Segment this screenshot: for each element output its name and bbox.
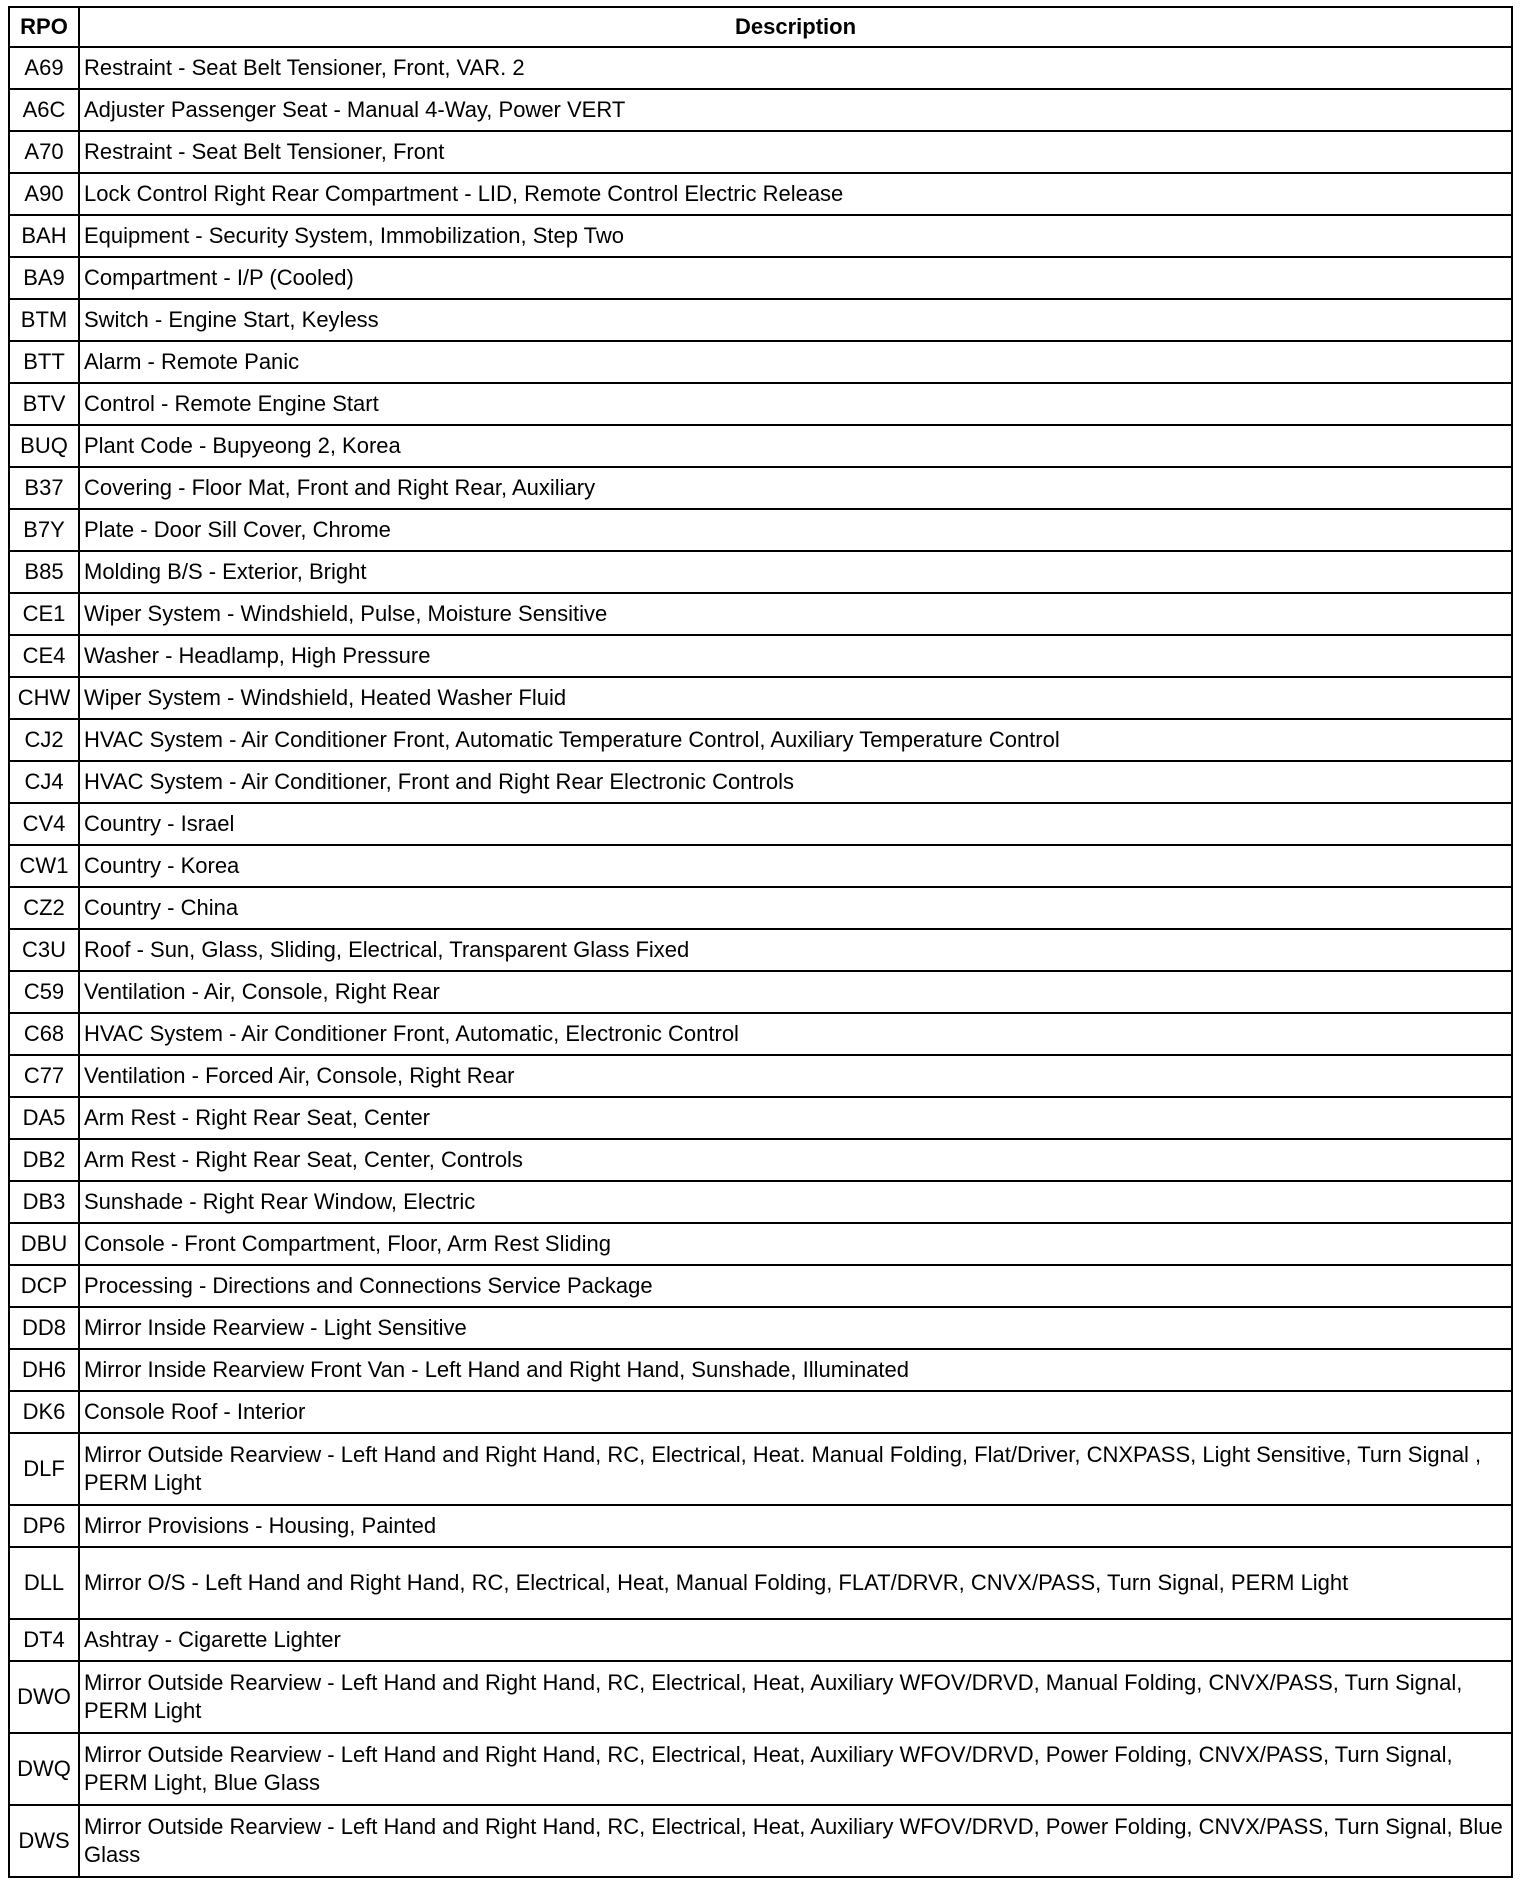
rpo-code-cell: A6C [9,89,79,131]
table-row [9,1139,1512,1181]
rpo-code-cell: DD8 [9,1307,79,1349]
rpo-code-cell: A69 [9,47,79,89]
rpo-code-cell: CV4 [9,803,79,845]
rpo-code-cell: DWS [9,1805,79,1877]
table-row [9,1505,1512,1547]
description-cell: Ventilation - Air, Console, Right Rear [79,971,1512,1013]
rpo-table [8,6,1513,1878]
description-cell: Compartment - I/P (Cooled) [79,257,1512,299]
description-cell: Restraint - Seat Belt Tensioner, Front, VAR. 2 [79,47,1512,89]
table-row [9,929,1512,971]
rpo-code-cell: B85 [9,551,79,593]
table-row [9,1391,1512,1433]
table-row [9,1307,1512,1349]
rpo-code-cell: BUQ [9,425,79,467]
description-cell: Ashtray - Cigarette Lighter [79,1619,1512,1661]
table-row [9,719,1512,761]
description-cell: Country - Israel [79,803,1512,845]
rpo-code-cell: A90 [9,173,79,215]
rpo-code-cell: C77 [9,1055,79,1097]
table-row [9,131,1512,173]
rpo-code-cell: B7Y [9,509,79,551]
description-cell: Roof - Sun, Glass, Sliding, Electrical, Transparent Glass Fixed [79,929,1512,971]
rpo-table-sheet [8,6,1513,1878]
description-cell: Wiper System - Windshield, Heated Washer Fluid [79,677,1512,719]
table-row [9,1733,1512,1805]
rpo-code-cell: DCP [9,1265,79,1307]
description-cell: Country - China [79,887,1512,929]
table-row [9,1433,1512,1505]
description-cell: Wiper System - Windshield, Pulse, Moisture Sensitive [79,593,1512,635]
description-cell: HVAC System - Air Conditioner, Front and Right Rear Electronic Controls [79,761,1512,803]
table-row [9,425,1512,467]
description-cell: Console - Front Compartment, Floor, Arm Rest Sliding [79,1223,1512,1265]
rpo-code-cell: CE1 [9,593,79,635]
rpo-code-cell: BTT [9,341,79,383]
description-cell: HVAC System - Air Conditioner Front, Automatic Temperature Control, Auxiliary Temperature Control [79,719,1512,761]
table-row [9,89,1512,131]
description-cell: Plate - Door Sill Cover, Chrome [79,509,1512,551]
table-row [9,467,1512,509]
rpo-code-cell: CW1 [9,845,79,887]
rpo-code-cell: C68 [9,1013,79,1055]
table-row [9,1265,1512,1307]
rpo-code-cell: DB3 [9,1181,79,1223]
description-cell: Console Roof - Interior [79,1391,1512,1433]
description-cell: Alarm - Remote Panic [79,341,1512,383]
description-cell: Washer - Headlamp, High Pressure [79,635,1512,677]
table-row [9,341,1512,383]
table-row [9,1805,1512,1877]
table-row [9,635,1512,677]
description-cell: Mirror Outside Rearview - Left Hand and Right Hand, RC, Electrical, Heat. Manual Folding, Flat/Driver, CNXPASS, Light Sensitive, Turn Signal , PERM Light [79,1433,1512,1505]
table-row [9,299,1512,341]
description-cell: Processing - Directions and Connections Service Package [79,1265,1512,1307]
table-row [9,887,1512,929]
description-cell: HVAC System - Air Conditioner Front, Automatic, Electronic Control [79,1013,1512,1055]
description-cell: Mirror Provisions - Housing, Painted [79,1505,1512,1547]
table-row [9,1661,1512,1733]
description-cell: Plant Code - Bupyeong 2, Korea [79,425,1512,467]
rpo-code-cell: BAH [9,215,79,257]
rpo-code-cell: DLF [9,1433,79,1505]
table-row [9,761,1512,803]
table-row [9,677,1512,719]
table-row [9,215,1512,257]
rpo-code-cell: CZ2 [9,887,79,929]
rpo-code-cell: A70 [9,131,79,173]
table-header-row [9,7,1512,47]
rpo-code-cell: CE4 [9,635,79,677]
table-row [9,1097,1512,1139]
table-row [9,1055,1512,1097]
description-cell: Mirror Outside Rearview - Left Hand and Right Hand, RC, Electrical, Heat, Auxiliary WFOV/DRVD, Power Folding, CNVX/PASS, Turn Signal, Blue Glass [79,1805,1512,1877]
rpo-code-cell: C59 [9,971,79,1013]
description-cell: Mirror O/S - Left Hand and Right Hand, RC, Electrical, Heat, Manual Folding, FLAT/DRVR, CNVX/PASS, Turn Signal, PERM Light [79,1547,1512,1619]
rpo-code-cell: DBU [9,1223,79,1265]
table-row [9,1619,1512,1661]
rpo-code-cell: DH6 [9,1349,79,1391]
rpo-code-cell: CJ4 [9,761,79,803]
description-cell: Ventilation - Forced Air, Console, Right Rear [79,1055,1512,1097]
rpo-code-cell: DA5 [9,1097,79,1139]
description-cell: Mirror Inside Rearview Front Van - Left Hand and Right Hand, Sunshade, Illuminated [79,1349,1512,1391]
description-cell: Equipment - Security System, Immobilization, Step Two [79,215,1512,257]
rpo-code-cell: DWO [9,1661,79,1733]
rpo-code-cell: C3U [9,929,79,971]
rpo-code-cell: DB2 [9,1139,79,1181]
description-cell: Switch - Engine Start, Keyless [79,299,1512,341]
description-cell: Molding B/S - Exterior, Bright [79,551,1512,593]
table-row [9,1547,1512,1619]
table-row [9,551,1512,593]
rpo-code-cell: DLL [9,1547,79,1619]
description-cell: Arm Rest - Right Rear Seat, Center [79,1097,1512,1139]
description-cell: Mirror Outside Rearview - Left Hand and Right Hand, RC, Electrical, Heat, Auxiliary WFOV/DRVD, Power Folding, CNVX/PASS, Turn Signal, PERM Light, Blue Glass [79,1733,1512,1805]
description-cell: Country - Korea [79,845,1512,887]
rpo-code-cell: B37 [9,467,79,509]
description-cell: Mirror Inside Rearview - Light Sensitive [79,1307,1512,1349]
description-cell: Sunshade - Right Rear Window, Electric [79,1181,1512,1223]
table-row [9,1223,1512,1265]
description-cell: Arm Rest - Right Rear Seat, Center, Controls [79,1139,1512,1181]
table-row [9,1181,1512,1223]
description-cell: Mirror Outside Rearview - Left Hand and Right Hand, RC, Electrical, Heat, Auxiliary WFOV/DRVD, Manual Folding, CNVX/PASS, Turn Signal, PERM Light [79,1661,1512,1733]
rpo-code-cell: BTM [9,299,79,341]
table-row [9,383,1512,425]
rpo-code-cell: CJ2 [9,719,79,761]
table-row [9,47,1512,89]
description-cell: Control - Remote Engine Start [79,383,1512,425]
rpo-code-cell: CHW [9,677,79,719]
rpo-code-cell: BA9 [9,257,79,299]
table-row [9,173,1512,215]
column-header-description: Description [79,7,1512,47]
rpo-code-cell: BTV [9,383,79,425]
table-row [9,803,1512,845]
table-row [9,593,1512,635]
description-cell: Lock Control Right Rear Compartment - LID, Remote Control Electric Release [79,173,1512,215]
table-row [9,845,1512,887]
table-row [9,1349,1512,1391]
rpo-code-cell: DWQ [9,1733,79,1805]
description-cell: Restraint - Seat Belt Tensioner, Front [79,131,1512,173]
rpo-code-cell: DK6 [9,1391,79,1433]
rpo-code-cell: DP6 [9,1505,79,1547]
rpo-code-cell: DT4 [9,1619,79,1661]
column-header-rpo: RPO [9,7,79,47]
table-row [9,257,1512,299]
description-cell: Covering - Floor Mat, Front and Right Rear, Auxiliary [79,467,1512,509]
table-row [9,509,1512,551]
description-cell: Adjuster Passenger Seat - Manual 4-Way, Power VERT [79,89,1512,131]
table-row [9,1013,1512,1055]
table-row [9,971,1512,1013]
